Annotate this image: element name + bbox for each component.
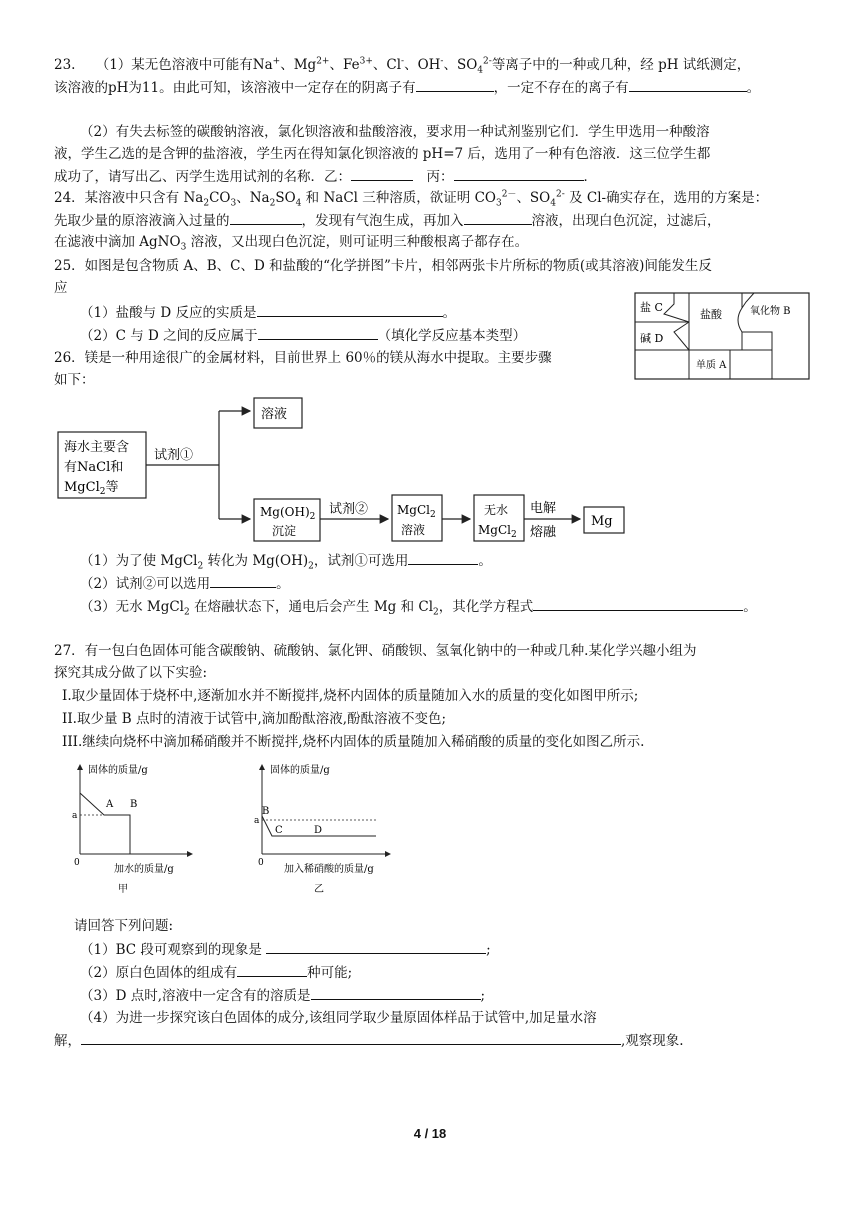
- graph-yi-a-label: a: [254, 816, 260, 826]
- answer-blank[interactable]: [629, 77, 747, 92]
- reagent-1-label: 试剂①: [154, 448, 194, 463]
- answer-blank[interactable]: [258, 325, 378, 340]
- q27-line2: 探究其成分做了以下实验:: [54, 665, 208, 681]
- q27-answer3: （3）D 点时,溶液中一定含有的溶质是 ;: [80, 985, 485, 1006]
- graph-yi-xlabel: 加入稀硝酸的质量/g: [284, 864, 374, 875]
- graph-jia-origin: 0: [74, 858, 80, 868]
- q24-line2: 先取少量的原溶液滴入过量的 ，发现有气泡生成，再加入 溶液，出现白色沉淀，过滤后，: [54, 210, 721, 231]
- q23-part2-line2: 液，学生乙选的是含钾的盐溶液，学生丙在得知氯化钡溶液的 pH=7 后，选用了一种有色溶液．这三位学生都: [54, 146, 711, 162]
- answer-blank[interactable]: [230, 210, 302, 225]
- box-mgoh2-text1: $Mg(OH)_2$: [260, 505, 316, 522]
- graph-jia-point-a: A: [106, 799, 114, 810]
- q27-step3: III.继续向烧杯中滴加稀硝酸并不断搅拌,烧杯内固体的质量随加入稀硝酸的质量的变化如图乙所示.: [62, 734, 645, 750]
- graph-yi-point-c: C: [275, 825, 283, 836]
- box-seawater-text1: 海水主要含: [64, 440, 130, 455]
- q25-line1: 25．如图是包含物质 A、B、C、D 和盐酸的“化学拼图”卡片，相邻两张卡片所标的物质(或其溶液)间能发生反: [54, 258, 712, 274]
- answer-blank[interactable]: [408, 550, 478, 565]
- q27-step2: II.取少量 B 点时的清液于试管中,滴加酚酞溶液,酚酞溶液不变色;: [62, 711, 447, 727]
- graph-yi-ylabel: 固体的质量/g: [270, 765, 330, 776]
- box-anhydrous-text1: 无水: [484, 503, 509, 517]
- q27-line1: 27．有一包白色固体可能含碳酸钠、硫酸钠、氯化钾、硝酸钡、氢氧化钠中的一种或几种.某化学兴趣小组为: [54, 643, 697, 659]
- box-mg-text: Mg: [591, 514, 613, 529]
- card-element-a: 单质 A: [696, 360, 727, 371]
- magnesium-flowchart: [54, 395, 634, 545]
- q24-line3: 在滤液中滴加 AgNO$_3$ 溶液，又出现白色沉淀，则可证明三种酸根离子都存在。: [54, 234, 529, 253]
- puzzle-hcl-card: [689, 293, 772, 350]
- answer-blank[interactable]: [210, 573, 276, 588]
- box-anhydrous-text2: MgCl$_2$: [478, 523, 517, 540]
- q27-step1: I.取少量固体于烧杯中,逐渐加水并不断搅拌,烧杯内固体的质量随加入水的质量的变化如图甲所示;: [62, 688, 639, 704]
- box-mgoh2-text2: 沉淀: [272, 524, 297, 538]
- puzzle-b-card: [742, 332, 772, 379]
- puzzle-card-d-edge: [674, 322, 689, 350]
- graph-yi-point-b: B: [262, 806, 270, 817]
- graph-jia-curve: [80, 793, 130, 854]
- q23-line2: 该溶液的pH为11。由此可知，该溶液中一定存在的阴离子有 ，一定不存在的离子有 。: [54, 77, 760, 98]
- answer-blank[interactable]: [237, 962, 307, 977]
- q23-part2-line1: （2）有失去标签的碳酸钠溶液，氯化钡溶液和盐酸溶液，要求用一种试剂鉴别它们．学生甲选用一种酸溶: [80, 124, 710, 140]
- graph-jia-a-label: a: [72, 811, 78, 821]
- q26-part1: （1）为了使 MgCl$_2$ 转化为 $Mg(OH)_2$，试剂①可选用 。: [80, 550, 492, 571]
- card-base-d: 碱 D: [640, 332, 664, 345]
- box-mgcl2-text2: 溶液: [401, 523, 426, 537]
- graph-jia: [60, 760, 230, 900]
- q27-answer4-line1: （4）为进一步探究该白色固体的成分,该组同学取少量原固体样品于试管中,加足量水溶: [80, 1010, 597, 1026]
- answer-blank[interactable]: [416, 77, 494, 92]
- graph-yi-origin: 0: [258, 858, 264, 868]
- card-salt-c: 盐 C: [640, 301, 663, 314]
- puzzle-card-c-edge: [664, 293, 689, 322]
- card-hydrochloric-acid: 盐酸: [700, 308, 722, 321]
- q23-line1: 23. （1）某无色溶液中可能有Na+、$Mg^{2+}$、$Fe^{3+}$、Cl-、OH-、$SO_4^{2-}$等离子中的一种或几种，经 pH 试纸测定，: [54, 56, 751, 76]
- reagent-2-label: 试剂②: [329, 502, 369, 517]
- q25-part2: （2）C 与 D 之间的反应属于 （填化学反应基本类型）: [80, 325, 526, 346]
- answer-blank[interactable]: [266, 939, 486, 954]
- answer-blank[interactable]: [464, 210, 532, 225]
- page-number: 4 / 18: [413, 1126, 447, 1141]
- graph-jia-point-b: B: [130, 799, 138, 810]
- graph-jia-ylabel: 固体的质量/g: [88, 765, 148, 776]
- answer-blank[interactable]: [257, 302, 443, 317]
- q23-part2-line3: 成功了，请写出乙、丙学生选用试剂的名称．乙： 丙： ．: [54, 166, 597, 187]
- molten-label: 熔融: [530, 525, 557, 540]
- box-mgcl2-text1: MgCl$_2$: [397, 503, 436, 520]
- q25-line2: 应: [54, 280, 68, 296]
- q25-part1: （1）盐酸与 D 反应的实质是 。: [80, 302, 456, 323]
- answer-blank[interactable]: [311, 985, 481, 1000]
- box-seawater-text2: 有NaCl和: [64, 460, 124, 475]
- chem-puzzle-figure: [634, 292, 810, 382]
- graph-yi: [248, 760, 438, 900]
- q27-prompt: 请回答下列问题:: [74, 918, 174, 934]
- box-solution-text: 溶液: [261, 407, 288, 422]
- q24-line1: 24．某溶液中只含有 $Na_2CO_3$、$Na_2SO_4$ 和 NaCl 三种溶质，欲证明 $CO_3^{2-}$、$SO_4^{2-}$ 及 Cl-确实存在，选用的方案是：: [54, 189, 769, 209]
- answer-blank[interactable]: [454, 166, 584, 181]
- graph-jia-xlabel: 加水的质量/g: [114, 864, 174, 875]
- electrolysis-label: 电解: [530, 501, 557, 516]
- answer-blank[interactable]: [351, 166, 413, 181]
- graph-yi-caption: 乙: [314, 884, 324, 895]
- graph-yi-point-d: D: [314, 825, 323, 836]
- card-oxide-b: 氧化物 B: [750, 306, 791, 317]
- q27-answer4-line2: 解， ,观察现象.: [54, 1030, 684, 1051]
- q26-part2: （2）试剂②可以选用 。: [80, 573, 290, 594]
- q27-answer1: （1）BC 段可观察到的现象是 ;: [80, 939, 491, 960]
- q26-line1: 26．镁是一种用途很广的金属材料，目前世界上 60％的镁从海水中提取。主要步骤: [54, 350, 552, 366]
- q26-line2: 如下：: [54, 372, 95, 388]
- answer-blank[interactable]: [533, 596, 743, 611]
- graph-jia-caption: 甲: [118, 884, 128, 895]
- q27-answer2: （2）原白色固体的组成有 种可能;: [80, 962, 352, 983]
- box-seawater-text3: MgCl$_2$等: [64, 480, 119, 497]
- answer-blank[interactable]: [81, 1030, 621, 1045]
- q26-part3: （3）无水 MgCl$_2$ 在熔融状态下，通电后会产生 Mg 和 $Cl_2$，其化学方程式 。: [80, 596, 757, 617]
